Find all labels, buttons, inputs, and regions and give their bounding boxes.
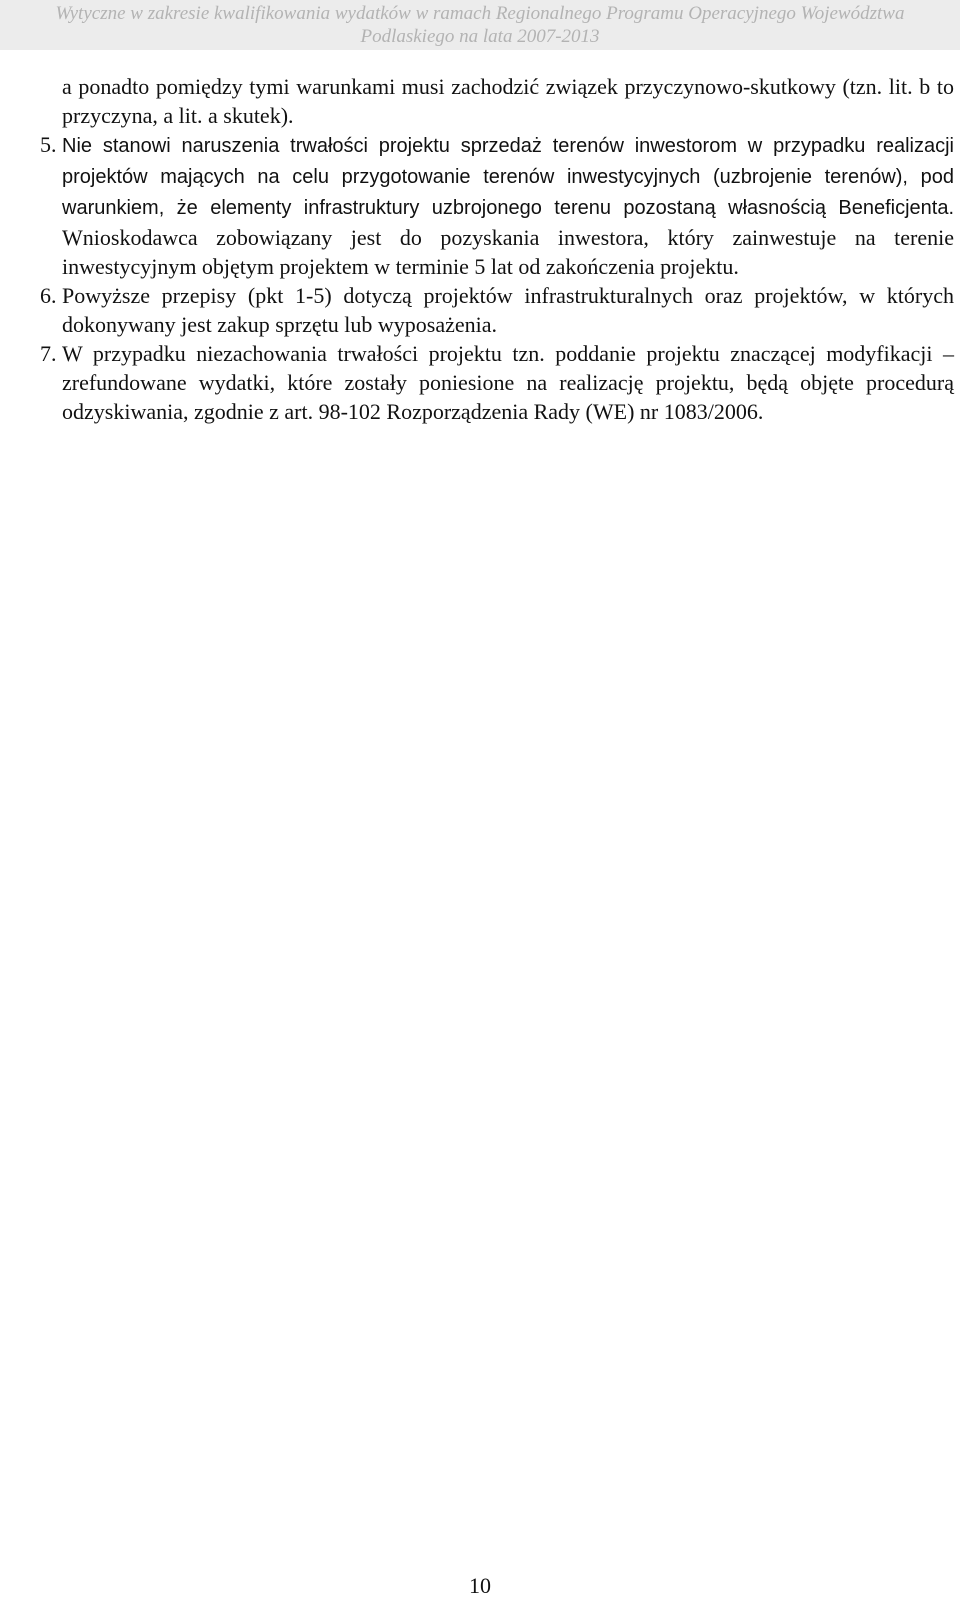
document-body [40,72,954,426]
list-item-text-part-1: Nie stanowi naruszenia trwałości projektu sprzedaż terenów inwestorom w przypadku realizacji projektów mających na celu przygotowanie terenów inwestycyjnych (uzbrojenie terenów), pod warunkiem, że elementy infrastruktury uzbrojonego terenu pozostaną własnością Beneficjenta. [62,135,954,219]
running-header [0,0,960,50]
list-item-number: 6. [40,283,57,308]
list-item-text: Powyższe przepisy (pkt 1-5) dotyczą projektów infrastrukturalnych oraz projektów, w których dokonywany jest zakup sprzętu lub wyposażenia. [62,283,954,337]
page-number: 10 [469,1573,491,1598]
header-title-line-1: Wytyczne w zakresie kwalifikowania wydatków w ramach Regionalnego Programu Operacyjnego Województwa [55,3,905,24]
list-item-5 [40,130,954,281]
list-item-text-part-2: Wnioskodawca zobowiązany jest do pozyskania inwestora, który zainwestuje na terenie inwestycyjnym objętym projektem w terminie 5 lat od zakończenia projektu. [62,225,954,279]
continuation-paragraph: a ponadto pomiędzy tymi warunkami musi zachodzić związek przyczynowo-skutkowy (tzn. lit. b to przyczyna, a lit. a skutek). [62,74,954,128]
list-item-6 [40,281,954,339]
list-item-text [62,130,954,281]
list-item-number: 5. [40,132,57,157]
list-item-number: 7. [40,341,57,366]
list-item-7 [40,339,954,426]
list-item-text: W przypadku niezachowania trwałości projektu tzn. poddanie projektu znaczącej modyfikacji – zrefundowane wydatki, które zostały poniesione na realizację projektu, będą objęte procedurą odzyskiwania, zgodnie z art. 98-102 Rozporządzenia Rady (WE) nr 1083/2006. [62,341,954,424]
header-title-line-2: Podlaskiego na lata 2007-2013 [360,26,600,47]
